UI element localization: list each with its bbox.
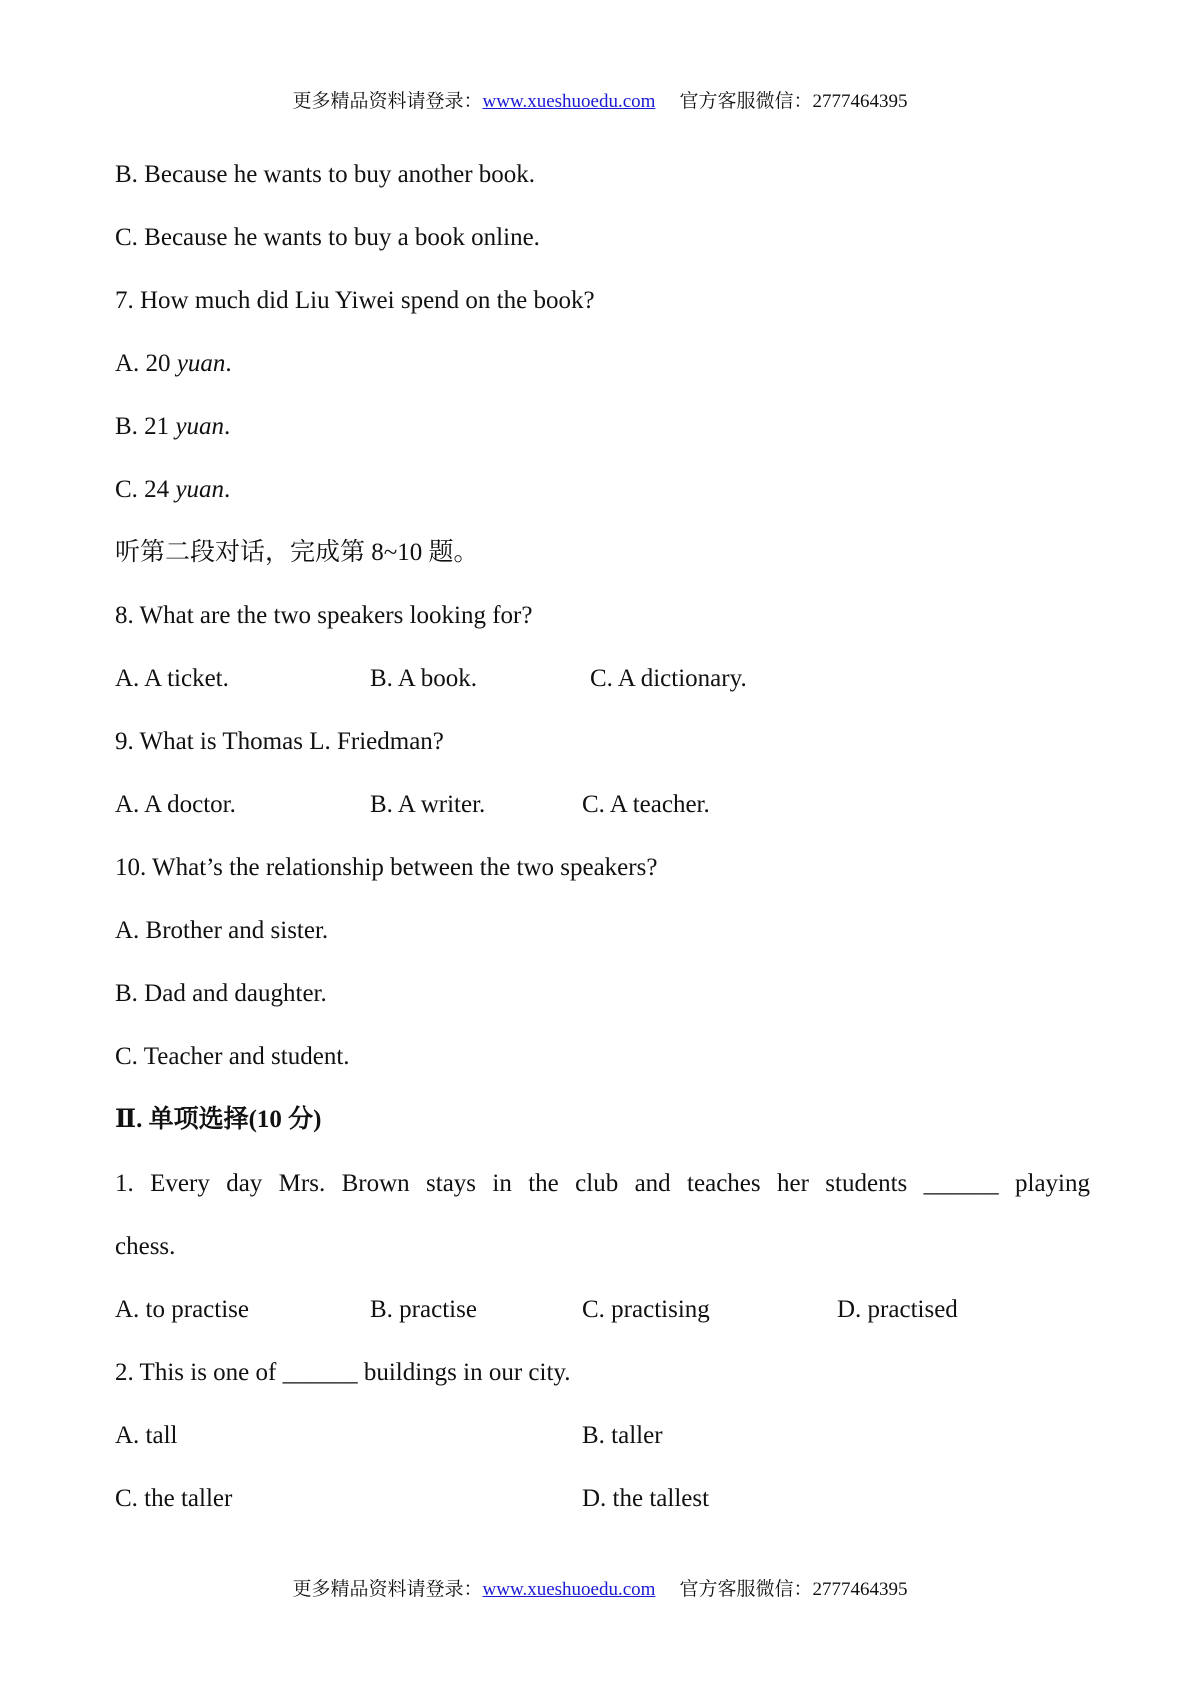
q7-option-c: C. 24 yuan.: [115, 476, 231, 503]
footer-website-link[interactable]: www.xueshuoedu.com: [482, 1579, 656, 1600]
header-prefix: 更多精品资料请登录：: [292, 91, 483, 112]
page-footer: [0, 1574, 1200, 1601]
p2q2-option-c: C. the taller: [115, 1485, 233, 1512]
section-instruction: 听第二段对话，完成第 8~10 题。: [115, 539, 479, 566]
q10-option-c: C. Teacher and student.: [115, 1043, 350, 1070]
q7-option-b-unit: yuan: [175, 413, 225, 440]
header-website-link[interactable]: www.xueshuoedu.com: [482, 91, 656, 112]
footer-prefix: 更多精品资料请登录：: [292, 1579, 483, 1600]
q8-option-c: C. A dictionary.: [590, 665, 747, 692]
p2q1-question-line2: chess.: [115, 1233, 176, 1260]
q7-option-b: B. 21 yuan.: [115, 413, 231, 440]
q10-question: 10. What’s the relationship between the two speakers?: [115, 854, 658, 881]
q7-option-c-unit: yuan: [175, 476, 225, 503]
q10-option-b: B. Dad and daughter.: [115, 980, 327, 1007]
q6-option-b: B. Because he wants to buy another book.: [115, 161, 536, 188]
part2-title: Ⅱ. 单项选择(10 分): [115, 1106, 322, 1133]
page-header: [0, 86, 1200, 113]
p2q1-question-line1: 1. Every day Mrs. Brown stays in the club and teaches her students ______ playing: [115, 1170, 1090, 1197]
p2q2-question: 2. This is one of ______ buildings in our city.: [115, 1359, 571, 1386]
footer-service-contact: 官方客服微信：2777464395: [679, 1579, 908, 1600]
q9-question: 9. What is Thomas L. Friedman?: [115, 728, 444, 755]
p2q1-option-a: A. to practise: [115, 1296, 249, 1323]
q9-option-a: A. A doctor.: [115, 791, 236, 818]
p2q1-option-d: D. practised: [837, 1296, 958, 1323]
q10-option-a: A. Brother and sister.: [115, 917, 329, 944]
q8-question: 8. What are the two speakers looking for?: [115, 602, 533, 629]
q7-question: 7. How much did Liu Yiwei spend on the book?: [115, 287, 595, 314]
q7-option-a: A. 20 yuan.: [115, 350, 232, 377]
p2q1-option-c: C. practising: [582, 1296, 710, 1323]
q9-option-c: C. A teacher.: [582, 791, 710, 818]
p2q2-option-d: D. the tallest: [582, 1485, 710, 1512]
p2q1-option-b: B. practise: [370, 1296, 477, 1323]
p2q2-option-b: B. taller: [582, 1422, 663, 1449]
q8-option-b: B. A book.: [370, 665, 477, 692]
header-service-contact: 官方客服微信：2777464395: [679, 91, 908, 112]
q8-option-a: A. A ticket.: [115, 665, 229, 692]
p2q2-option-a: A. tall: [115, 1422, 178, 1449]
q7-option-a-unit: yuan: [176, 350, 226, 377]
q9-option-b: B. A writer.: [370, 791, 486, 818]
q6-option-c: C. Because he wants to buy a book online.: [115, 224, 540, 251]
